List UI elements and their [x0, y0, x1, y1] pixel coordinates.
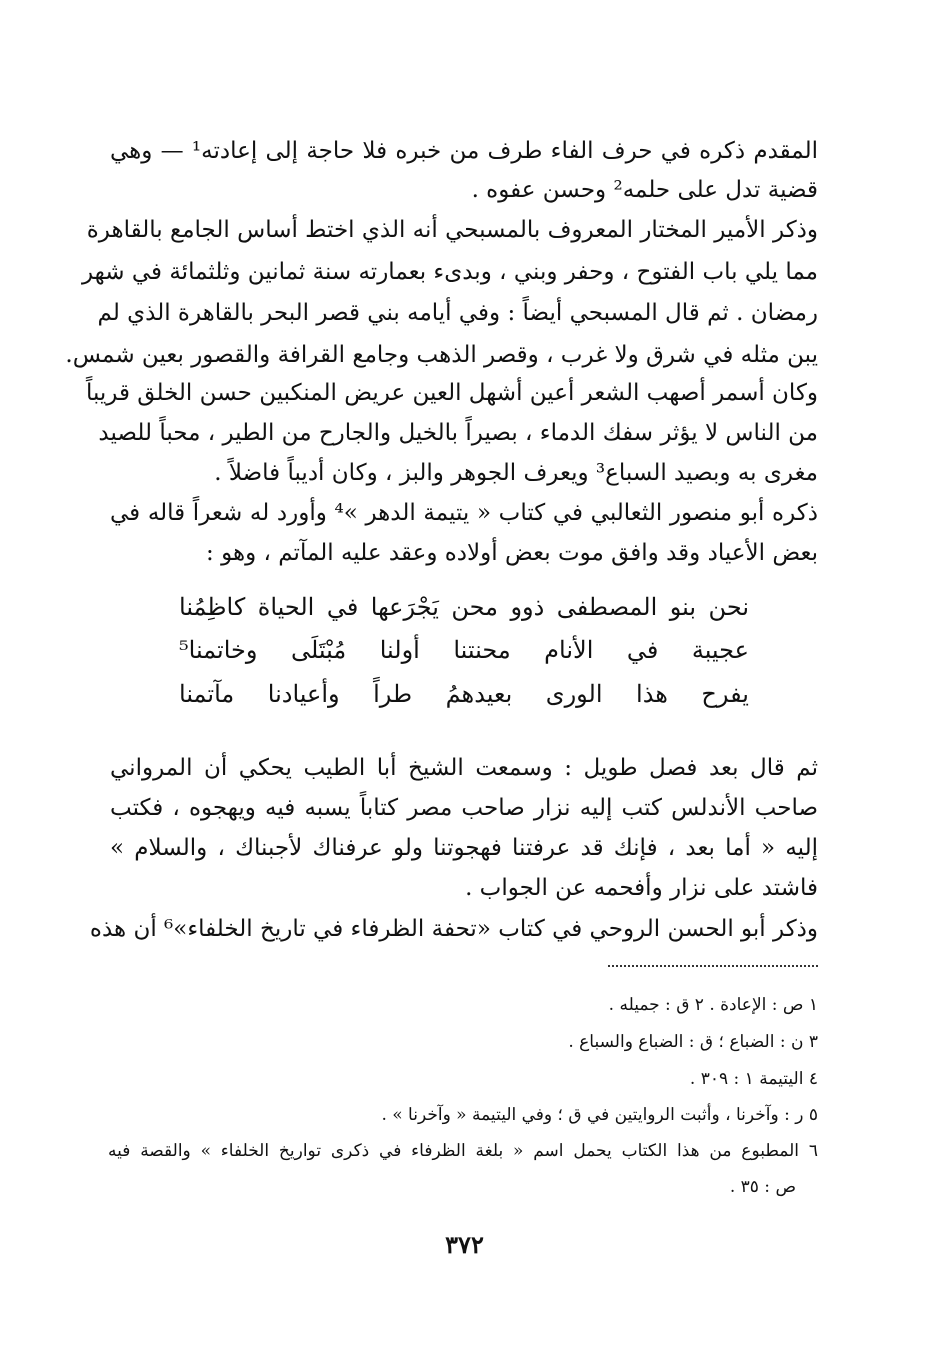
body-line: المقدم ذكره في حرف الفاء طرف من خبره فلا حاجة إلى إعادته¹ — وهي: [110, 138, 818, 164]
footnote-continuation: ص : ٣٥ .: [729, 1177, 796, 1197]
body-line: يبن مثله في شرق ولا غرب ، وقصر الذهب وجامع القرافة والقصور بعين شمس.: [65, 342, 818, 368]
footnote: ١ ص : الإعادة . ٢ ق : جميله .: [608, 995, 818, 1015]
poem-verse: نحن بنو المصطفى ذوو محن يَجْرَعها في الحياة كاظِمُنا: [179, 593, 749, 621]
body-line: بعض الأعياد وقد وافق موت بعض أولاده وعقد عليه المآتم ، وهو :: [206, 540, 818, 566]
body-line: فاشتد على نزار وأفحمه عن الجواب .: [465, 875, 818, 901]
body-line: وذكر الأمير المختار المعروف بالمسبحي أنه الذي اختط أساس الجامع بالقاهرة: [86, 217, 818, 243]
body-line: إليه « أما بعد ، فإنك قد عرفتنا فهجوتنا ولو عرفناك لأجبناك ، والسلام »: [110, 835, 818, 861]
poem-verse: عجيبة في الأنام محنتنا أولنا مُبْتَلَى وخاتمنا⁵: [179, 636, 749, 664]
body-line: قضية تدل على حلمه² وحسن عفوه .: [471, 177, 818, 203]
body-line: ثم قال بعد فصل طويل : وسمعت الشيخ أبا الطيب يحكي أن المرواني: [110, 755, 818, 781]
footnote: ٦ المطبوع من هذا الكتاب يحمل اسم « بلغة الظرفاء في ذكرى تواريخ الخلفاء » والقصة فيه: [108, 1141, 818, 1161]
body-line: ذكره أبو منصور الثعالبي في كتاب « يتيمة الدهر »⁴ وأورد له شعراً قاله في: [110, 500, 818, 526]
footnote-divider: [608, 965, 818, 967]
footnote: ٥ ر : وآخرنا ، وأثبت الروايتين في ق ؛ وفي اليتيمة « وآخرنا » .: [381, 1105, 818, 1125]
body-line: رمضان . ثم قال المسبحي أيضاً : وفي أيامه بني قصر البحر بالقاهرة الذي لم: [97, 300, 818, 326]
body-line: مما يلي باب الفتوح ، وحفر وبني ، وبدىء بعمارته سنة ثمانين وثلثمائة في شهر: [81, 259, 818, 285]
body-line: صاحب الأندلس كتب إليه نزار صاحب مصر كتاباً يسبه فيه ويهجوه ، فكتب: [110, 795, 818, 821]
body-line: وكان أسمر أصهب الشعر أعين أشهل العين عريض المنكبين حسن الخلق قريباً: [85, 380, 818, 406]
poem-verse: يفرح هذا الورى بعيدهمُ طراً وأعيادنا مآتمنا: [179, 680, 749, 708]
body-line: من الناس لا يؤثر سفك الدماء ، بصيراً بالخيل والجارح من الطير ، محباً للصيد: [98, 420, 818, 446]
body-line: وذكر أبو الحسن الروحي في كتاب «تحفة الظرفاء في تاريخ الخلفاء»⁶ أن هذه: [89, 916, 818, 942]
footnote: ٤ اليتيمة ١ : ٣٠٩ .: [689, 1069, 818, 1089]
body-line: مغرى به وبصيد السباع³ ويعرف الجوهر والبز ، وكان أديباً فاضلاً .: [214, 460, 818, 486]
footnote: ٣ ن : الضباع ؛ ق : الضباع والسباع .: [568, 1032, 818, 1052]
page-number: ٣٧٢: [445, 1230, 484, 1259]
